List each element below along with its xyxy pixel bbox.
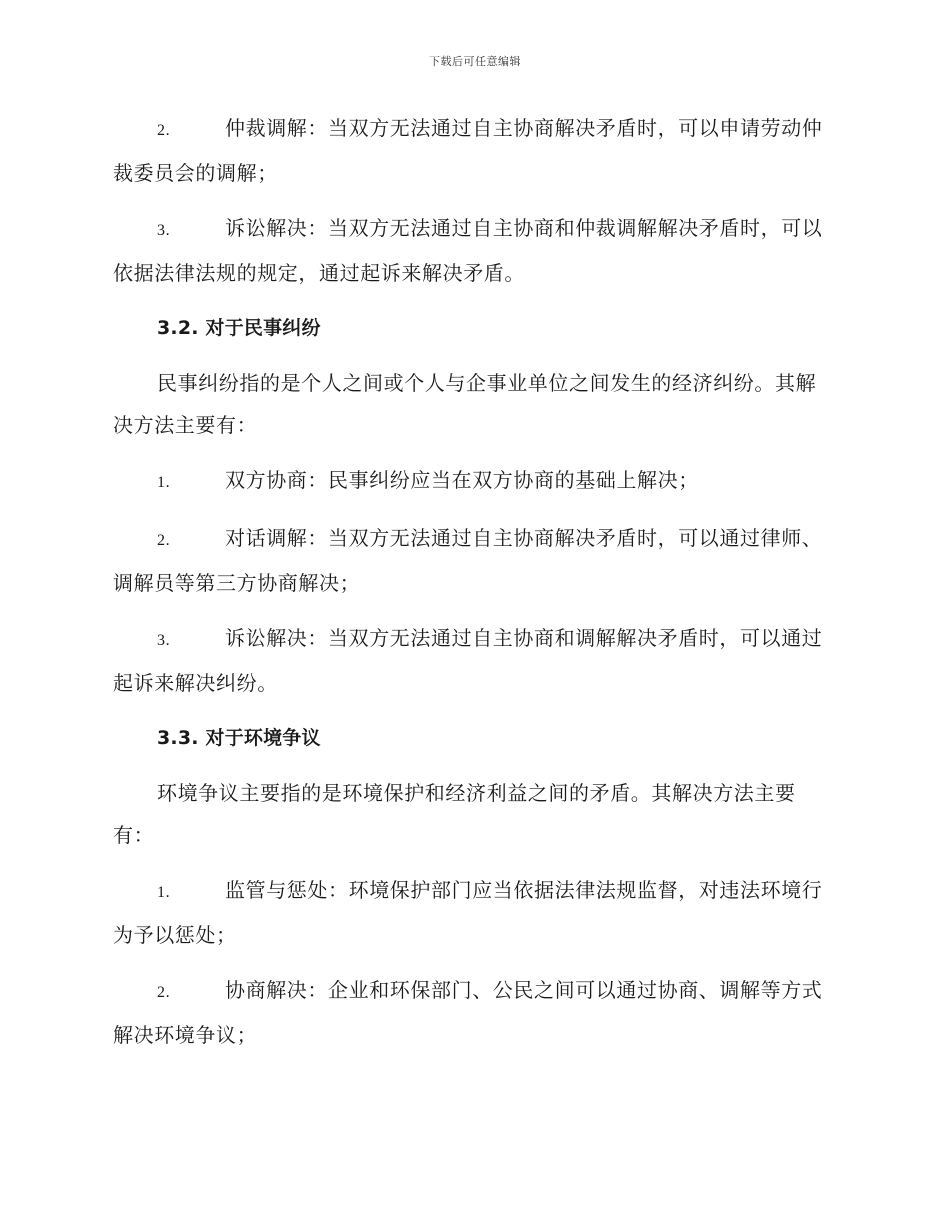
list-item [113,459,835,504]
paragraph: 环境争议主要指的是环境保护和经济利益之间的矛盾。其解决方法主要有： [113,781,796,847]
list-item-text: 协商解决：企业和环保部门、公民之间可以通过协商、调解等方式解决环境争议； [113,978,823,1047]
list-item-text: 双方协商：民事纠纷应当在双方协商的基础上解决； [225,468,699,492]
list-number: 3. [157,222,171,239]
list-number: 2. [157,984,171,1001]
list-item-text: 仲裁调解：当双方无法通过自主协商解决矛盾时，可以申请劳动仲裁委员会的调解； [113,116,823,185]
list-item-text: 对话调解：当双方无法通过自主协商解决矛盾时，可以通过律师、调解员等第三方协商解决； [113,526,823,595]
list-item-text: 诉讼解决：当双方无法通过自主协商和调解解决矛盾时，可以通过起诉来解决纠纷。 [113,626,823,695]
list-number: 1. [157,884,171,901]
list-number: 2. [157,532,171,549]
section-heading: 3.2. 对于民事纠纷 [157,317,321,339]
list-item-text: 诉讼解决：当双方无法通过自主协商和仲裁调解解决矛盾时，可以依据法律法规的规定，通过起诉来解决矛盾。 [113,216,823,285]
list-number: 2. [157,122,171,139]
page-header: 下载后可任意编辑 [429,55,521,68]
list-item [113,517,835,604]
list-item [113,617,835,704]
list-item-text: 监管与惩处：环境保护部门应当依据法律法规监督，对违法环境行为予以惩处； [113,878,823,947]
list-item [113,107,835,194]
list-number: 3. [157,632,171,649]
list-item [113,869,835,956]
paragraph: 民事纠纷指的是个人之间或个人与企事业单位之间发生的经济纠纷。其解决方法主要有： [113,371,817,437]
list-item [113,969,835,1056]
section-heading: 3.3. 对于环境争议 [157,727,321,749]
document-body [113,107,835,1069]
list-item [113,207,835,294]
list-number: 1. [157,474,171,491]
